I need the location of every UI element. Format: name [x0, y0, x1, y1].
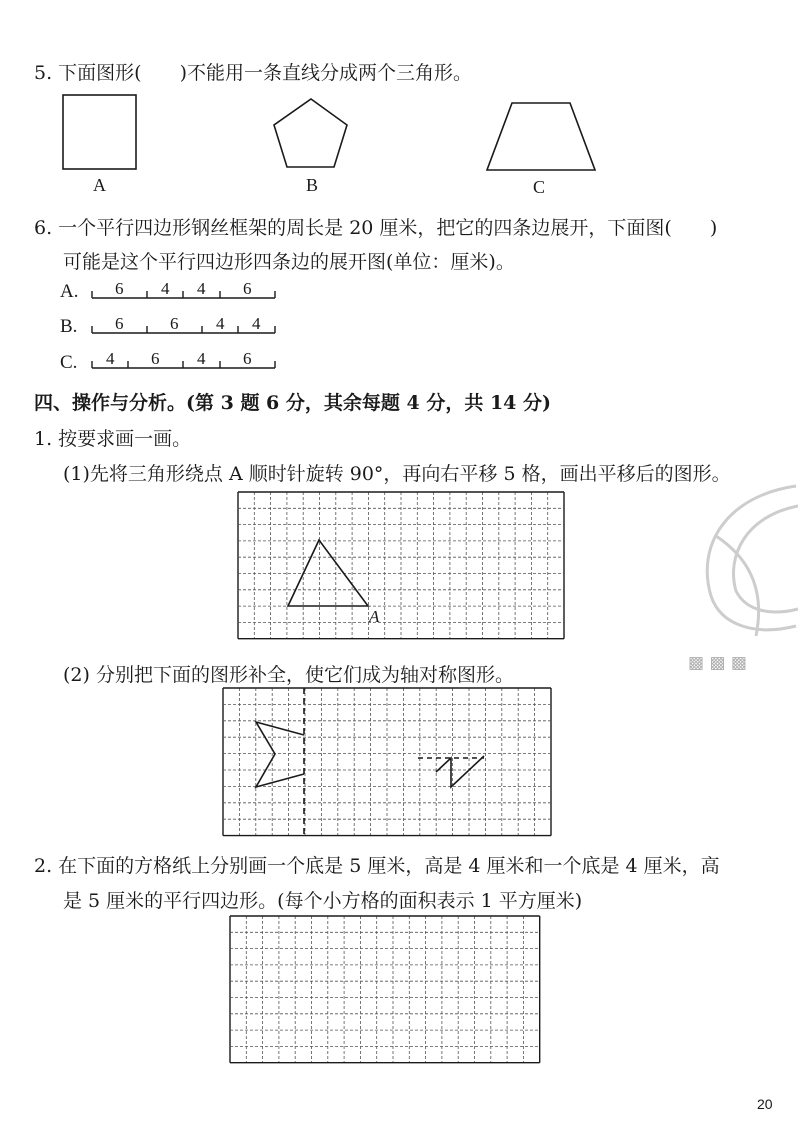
p1-sub1: (1)先将三角形绕点 A 顺时针旋转 90°，再向右平移 5 格，画出平移后的图形。 — [63, 463, 731, 485]
seg-c3: 4 — [197, 349, 206, 368]
stamp-watermark — [686, 476, 800, 676]
q5-option-a: A — [93, 175, 106, 195]
grid-2-lines — [223, 688, 551, 836]
q6-choice-a-label: A. — [60, 281, 79, 302]
seg-b3: 4 — [216, 314, 225, 333]
q6-choice-c-label: C. — [60, 352, 78, 373]
p2-line2: 是 5 厘米的平行四边形。(每个小方格的面积表示 1 平方厘米) — [63, 890, 583, 912]
seg-b4: 4 — [252, 314, 261, 333]
q6-choice-b-label: B. — [60, 316, 78, 337]
seg-a3: 4 — [197, 279, 206, 298]
page-number: 20 — [757, 1096, 773, 1112]
seg-b1: 6 — [115, 314, 124, 333]
grid-1-lines — [238, 492, 564, 639]
q6-line1: 6. 一个平行四边形钢丝框架的周长是 20 厘米，把它的四条边展开，下面图( ) — [34, 217, 718, 239]
point-a-label: A — [369, 607, 380, 626]
left-half-shape — [256, 722, 304, 787]
seg-b2: 6 — [170, 314, 179, 333]
grid-2 — [223, 688, 553, 848]
p2-line1: 2. 在下面的方格纸上分别画一个底是 5 厘米，高是 4 厘米和一个底是 4 厘米，高 — [34, 855, 720, 877]
q5-option-b: B — [306, 175, 319, 195]
grid-1 — [238, 492, 568, 642]
grid-3-lines — [230, 916, 540, 1063]
q5-text: 5. 下面图形( )不能用一条直线分成两个三角形。 — [34, 62, 472, 84]
triangle-shape — [288, 540, 368, 606]
section4-title: 四、操作与分析。(第 3 题 6 分，其余每题 4 分，共 14 分) — [34, 392, 551, 414]
q6-segment-lines — [0, 0, 800, 400]
p1-title: 1. 按要求画一画。 — [34, 428, 192, 450]
seg-a1: 6 — [115, 279, 124, 298]
p1-sub2: (2) 分别把下面的图形补全，使它们成为轴对称图形。 — [63, 664, 514, 686]
right-half-shape — [436, 756, 484, 787]
grid-3 — [230, 916, 550, 1066]
seg-a2: 4 — [161, 279, 170, 298]
q6-line2: 可能是这个平行四边形四条边的展开图(单位：厘米)。 — [63, 251, 515, 273]
seg-c1: 4 — [106, 349, 115, 368]
q5-option-c: C — [533, 177, 546, 197]
svg-text:▩ ▩ ▩: ▩ ▩ ▩ — [688, 653, 747, 673]
seg-c4: 6 — [243, 349, 252, 368]
seg-c2: 6 — [151, 349, 160, 368]
seg-a4: 6 — [243, 279, 252, 298]
